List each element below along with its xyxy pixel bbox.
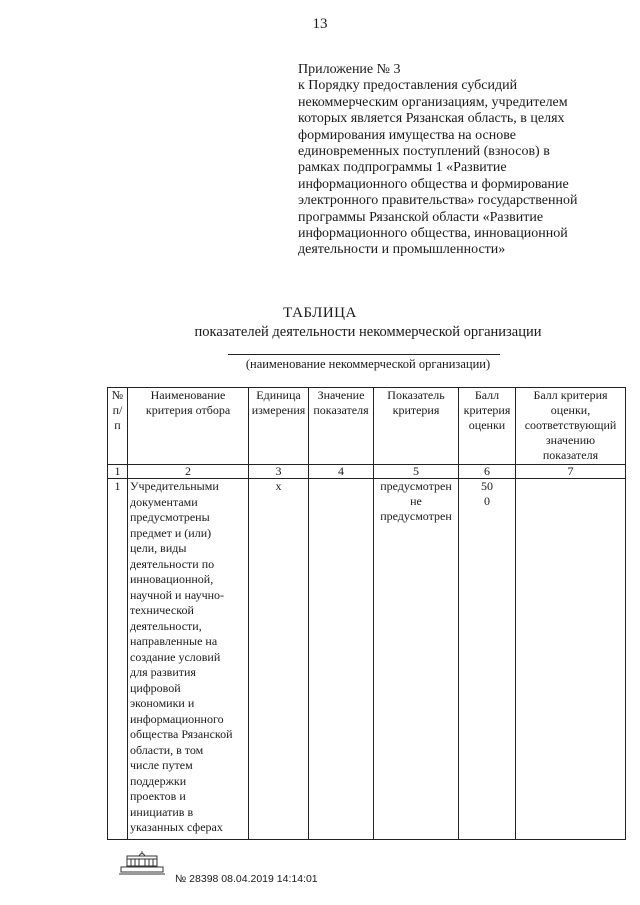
column-number-row <box>108 465 626 479</box>
table-header-row <box>108 388 626 465</box>
score-not-provided: 0 <box>484 494 490 508</box>
header-value: Значение показателя <box>309 388 374 465</box>
appendix-header <box>298 62 630 259</box>
indicator-not-provided-1: не <box>410 494 422 508</box>
header-score-match: Балл критерия оценки, соответствующий значению показателя <box>516 388 626 465</box>
table-title: ТАБЛИЦА <box>283 305 357 321</box>
score-match-cell <box>516 479 626 840</box>
column-number: 3 <box>249 465 309 479</box>
org-name-line <box>228 354 500 355</box>
registration-info: № 28398 08.04.2019 14:14:01 <box>175 873 318 885</box>
score-provided: 50 <box>481 479 493 493</box>
appendix-line: рамках подпрограммы 1 «Развитие <box>298 160 507 176</box>
org-name-caption: (наименование некоммерческой организации) <box>245 357 491 371</box>
row-num: 1 <box>108 479 128 840</box>
appendix-line: единовременных поступлений (взносов) в <box>298 144 550 160</box>
appendix-line: некоммерческим организациям, учредителем <box>298 94 568 110</box>
column-number: 4 <box>309 465 374 479</box>
appendix-line: которых является Рязанская область, в целях <box>298 111 565 127</box>
column-number: 2 <box>128 465 249 479</box>
appendix-line: деятельности и промышленности» <box>298 242 506 258</box>
indicator-provided: предусмотрен <box>380 479 452 493</box>
appendix-line: информационного общества и формирование <box>298 176 569 192</box>
column-number: 7 <box>516 465 626 479</box>
page-number: 13 <box>312 16 328 32</box>
appendix-line: к Порядку предоставления субсидий <box>298 78 518 94</box>
appendix-line: программы Рязанской области «Развитие <box>298 209 544 225</box>
header-indicator: Показатель критерия <box>374 388 459 465</box>
building-stamp-icon <box>117 850 167 876</box>
header-num: № п/п <box>108 388 128 465</box>
column-number: 1 <box>108 465 128 479</box>
indicators-table <box>107 387 626 840</box>
indicator-not-provided-2: предусмотрен <box>380 509 452 523</box>
score-cell <box>459 479 516 840</box>
column-number: 6 <box>459 465 516 479</box>
appendix-line: формирования имущества на основе <box>298 127 516 143</box>
column-number: 5 <box>374 465 459 479</box>
value-cell <box>309 479 374 840</box>
table-row <box>108 479 626 840</box>
unit-cell: х <box>249 479 309 840</box>
header-score: Балл критерия оценки <box>459 388 516 465</box>
header-criterion-name: Наименование критерия отбора <box>128 388 249 465</box>
criterion-name-cell: Учредительными документами предусмотрены предмет и (или) цели, виды деятельности по инновационной, научной и научно- технической деятельности, направленные на создание условий для развития цифровой экономики и информационного общества Рязанской области, в том числе путем поддержки проектов и инициатив в указанных сферах <box>128 479 249 840</box>
header-unit: Единица измерения <box>249 388 309 465</box>
appendix-line: электронного правительства» государственной <box>298 193 578 209</box>
indicator-cell <box>374 479 459 840</box>
appendix-line: информационного общества, инновационной <box>298 226 568 242</box>
appendix-line: Приложение № 3 <box>298 62 401 77</box>
table-subtitle: показателей деятельности некоммерческой организации <box>194 324 542 340</box>
